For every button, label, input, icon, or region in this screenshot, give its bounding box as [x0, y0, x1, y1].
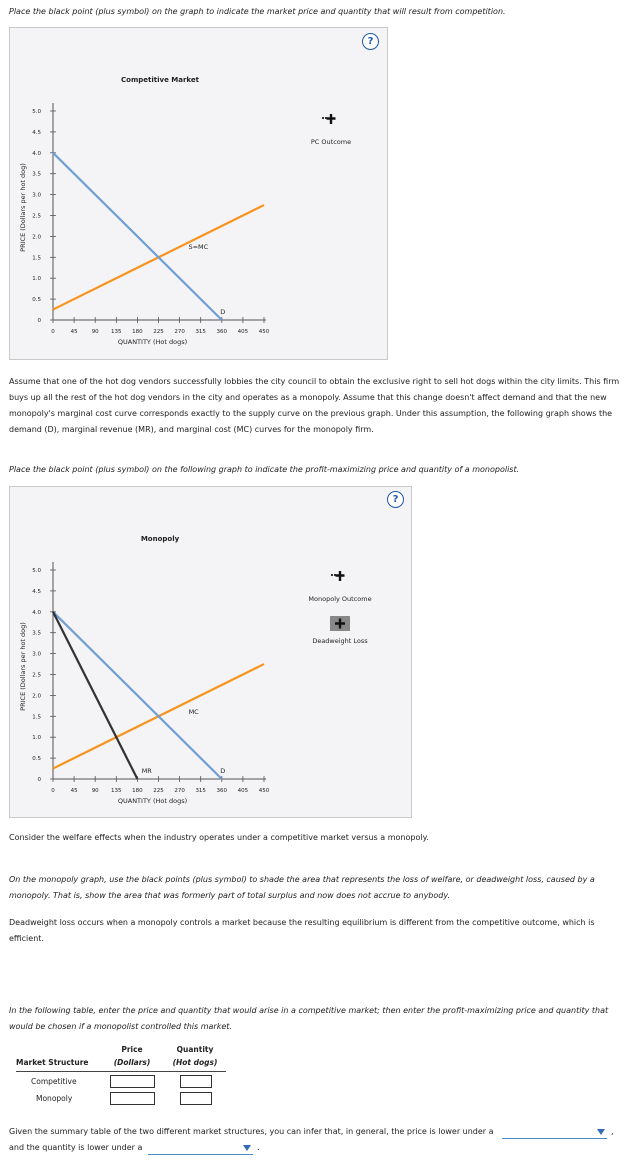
instruction-2: Place the black point (plus symbol) on the following graph to indicate the profit-maximizing price and quantity of a monopolist. — [9, 465, 520, 474]
x-tick-label: 0 — [51, 329, 55, 335]
competitive-graph-panel — [9, 27, 388, 360]
x-tick-label: 90 — [91, 329, 99, 335]
supply-curve-label: S=MC — [188, 242, 209, 251]
x-tick-label: 315 — [195, 788, 206, 794]
x-tick-label: 270 — [174, 788, 185, 794]
help-icon[interactable]: ? — [387, 491, 404, 508]
help-icon[interactable]: ? — [362, 33, 379, 50]
dropdown-arrow-icon — [597, 1129, 605, 1135]
x-tick-label: 180 — [132, 788, 143, 794]
y-tick-label: 0.5 — [32, 297, 41, 304]
x-tick-label: 135 — [111, 788, 122, 794]
summary-text-2: and the quantity is lower under a — [9, 1143, 143, 1152]
monopoly-quantity-input[interactable] — [180, 1092, 212, 1105]
x-tick-label: 405 — [237, 329, 249, 335]
y-tick-label: 2.5 — [32, 213, 41, 220]
y-tick-label: 1.0 — [32, 276, 41, 283]
x-tick-label: 360 — [216, 329, 228, 335]
row-competitive-label: Competitive — [31, 1077, 77, 1086]
x-axis-label: QUANTITY (Hot dogs) — [117, 338, 188, 346]
mc-curve-label: MC — [188, 708, 199, 717]
quantity-unit-header: (Hot dogs) — [172, 1058, 218, 1067]
competitive-price-input[interactable] — [110, 1075, 155, 1088]
quantity-lower-dropdown[interactable] — [148, 1142, 253, 1155]
y-tick-label: 2.0 — [32, 234, 41, 241]
table-divider — [16, 1071, 226, 1072]
y-tick-label: 1.0 — [32, 735, 41, 742]
monopoly-outcome-tool[interactable] — [301, 571, 379, 593]
y-tick-label: 3.0 — [32, 192, 41, 199]
monopoly-graph-panel — [9, 486, 412, 818]
x-tick-label: 45 — [70, 329, 78, 335]
mr-curve-label: MR — [141, 767, 152, 775]
chart-title: Competitive Market — [121, 76, 199, 84]
monopoly-outcome-label: Monopoly Outcome — [308, 595, 372, 603]
period: . — [257, 1143, 260, 1152]
y-tick-label: 3.0 — [32, 651, 41, 658]
deadweight-instruction: On the monopoly graph, use the black points (plus symbol) to shade the area that represents the loss of welfare, or deadweight loss, caused by a monopoly. That is, show the area that was formerly part of total surplus and now does not accrue to anybody. — [9, 875, 595, 900]
pc-outcome-label: PC Outcome — [310, 138, 352, 146]
x-tick-label: 45 — [70, 788, 78, 794]
y-tick-label: 2.0 — [32, 693, 41, 700]
monopoly-price-input[interactable] — [110, 1092, 155, 1105]
demand-curve-label: D — [220, 767, 226, 775]
comma: , — [611, 1127, 614, 1136]
x-tick-label: 225 — [153, 329, 164, 335]
x-tick-label: 360 — [216, 788, 228, 794]
x-tick-label: 225 — [153, 788, 164, 794]
y-axis-label: PRICE (Dollars per hot dog) — [19, 163, 27, 252]
competitive-graph — [10, 28, 387, 359]
y-tick-label: 1.5 — [32, 714, 41, 721]
instruction-1: Place the black point (plus symbol) on the graph to indicate the market price and quantity that will result from competition. — [9, 7, 506, 16]
demand-curve-label: D — [220, 308, 226, 316]
y-tick-label: 4.0 — [32, 150, 41, 157]
price-lower-dropdown[interactable] — [502, 1126, 607, 1139]
price-header: Price — [121, 1045, 143, 1054]
y-tick-label: 0 — [37, 777, 41, 783]
x-tick-label: 90 — [91, 788, 99, 794]
chart-title: Monopoly — [140, 535, 180, 543]
y-tick-label: 4.0 — [32, 609, 41, 616]
y-tick-label: 3.5 — [32, 630, 41, 637]
y-tick-label: 0.5 — [32, 756, 41, 763]
x-tick-label: 450 — [258, 329, 270, 335]
monopoly-scenario-text: Assume that one of the hot dog vendors successfully lobbies the city council to obtain the exclusive right to sell hot dogs within the city limits. This firm buys up all the rest of the hot dog vendors in the city and operates as a monopoly. Assume that this change doesn't affect demand and that the new monopoly's marginal cost curve corresponds exactly to the supply curve on the previous graph. Under this assumption, the following graph shows the demand (D), marginal revenue (MR), and marginal cost (MC) curves for the monopoly firm. — [9, 377, 620, 434]
x-tick-label: 450 — [258, 788, 270, 794]
y-tick-label: 1.5 — [32, 255, 41, 262]
x-tick-label: 180 — [132, 329, 143, 335]
monopoly-graph — [10, 487, 411, 817]
welfare-text: Consider the welfare effects when the industry operates under a competitive market versus a monopoly. — [9, 833, 429, 842]
y-tick-label: 5.0 — [32, 109, 41, 115]
d-curve — [53, 153, 222, 320]
pc-outcome-tool[interactable] — [301, 114, 361, 136]
y-axis-label: PRICE (Dollars per hot dog) — [19, 622, 27, 711]
mr-curve — [53, 612, 137, 779]
price-unit-header: (Dollars) — [113, 1058, 151, 1067]
y-tick-label: 0 — [37, 318, 41, 324]
y-tick-label: 5.0 — [32, 568, 41, 574]
deadweight-loss-tool[interactable] — [301, 615, 379, 635]
y-tick-label: 4.5 — [32, 129, 41, 136]
x-axis-label: QUANTITY (Hot dogs) — [117, 797, 188, 805]
market-structure-header: Market Structure — [16, 1058, 89, 1067]
dropdown-arrow-icon — [243, 1145, 251, 1151]
x-tick-label: 135 — [111, 329, 122, 335]
summary-text-1: Given the summary table of the two different market structures, you can infer that, in general, the price is lower under a — [9, 1127, 494, 1136]
deadweight-explanation: Deadweight loss occurs when a monopoly controls a market because the resulting equilibrium is different from the competitive outcome, which is efficient. — [9, 918, 595, 943]
y-tick-label: 2.5 — [32, 672, 41, 679]
x-tick-label: 270 — [174, 329, 185, 335]
row-monopoly-label: Monopoly — [36, 1094, 73, 1103]
deadweight-loss-label: Deadweight Loss — [312, 637, 368, 645]
competitive-quantity-input[interactable] — [180, 1075, 212, 1088]
table-instruction: In the following table, enter the price and quantity that would arise in a competitive market; then enter the profit-maximizing price and quantity that would be chosen if a monopolist controlled this market. — [9, 1006, 609, 1031]
y-tick-label: 4.5 — [32, 588, 41, 595]
x-tick-label: 0 — [51, 788, 55, 794]
y-tick-label: 3.5 — [32, 171, 41, 178]
x-tick-label: 405 — [237, 788, 249, 794]
x-tick-label: 315 — [195, 329, 206, 335]
d-curve — [53, 612, 222, 779]
quantity-header: Quantity — [176, 1045, 214, 1054]
